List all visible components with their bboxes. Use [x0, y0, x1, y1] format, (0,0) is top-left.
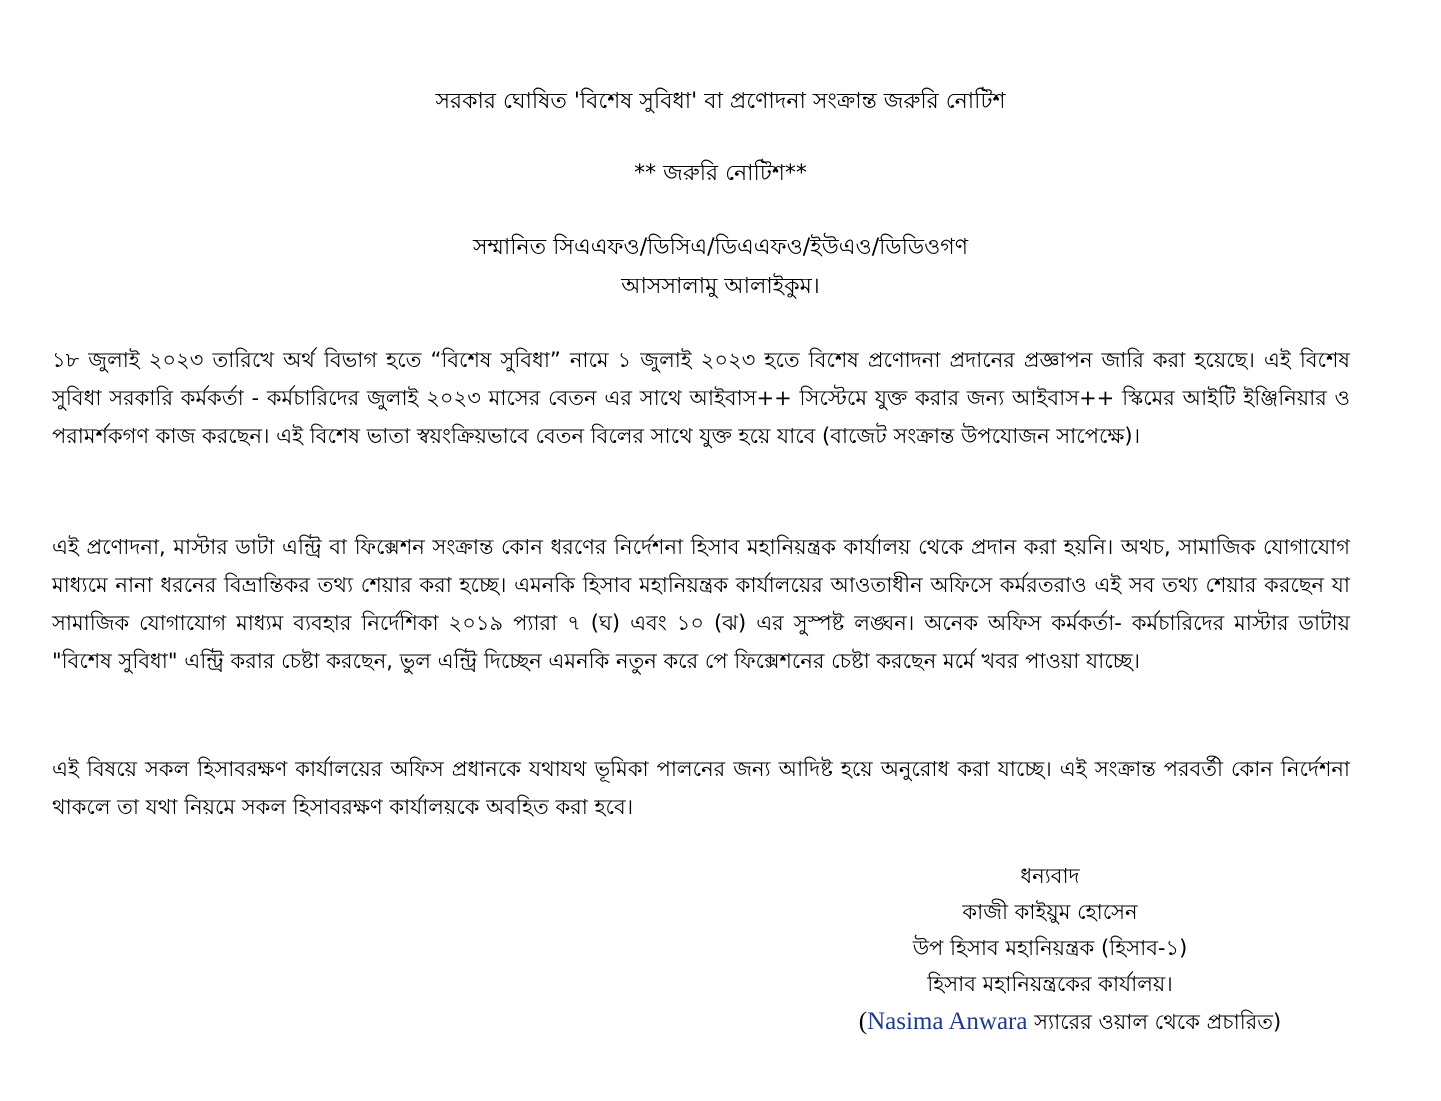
paragraph-1: ১৮ জুলাই ২০২৩ তারিখে অর্থ বিভাগ হতে “বিশেষ সুবিধা” নামে ১ জুলাই ২০২৩ হতে বিশেষ প্রণোদনা প্রদানের প্রজ্ঞাপন জারি করা হয়েছে। এই বিশেষ সুবিধা সরকারি কর্মকর্তা - কর্মচারিদের জুলাই ২০২৩ মাসের বেতন এর সাথে আইবাস++ সিস্টেমে যুক্ত করার জন্য আইবাস++ স্কিমের আইটি ইঞ্জিনিয়ার ও পরামর্শকগণ কাজ করছেন। এই বিশেষ ভাতা স্বয়ংক্রিয়ভাবে বেতন বিলের সাথে যুক্ত হয়ে যাবে (বাজেট সংক্রান্ত উপযোজন সাপেক্ষে)।	[52, 348, 1350, 448]
source-open: (	[858, 1008, 868, 1035]
salutation: সম্মানিত সিএএফও/ডিসিএ/ডিএএফও/ইউএও/ডিডিওগণ	[472, 235, 969, 260]
source-credit	[800, 1002, 1340, 1042]
urgent-label: ** জরুরি নোটিশ**	[634, 161, 807, 186]
paragraph-3: এই বিষয়ে সকল হিসাবরক্ষণ কার্যালয়ের অফিস প্রধানকে যথাযথ ভূমিকা পালনের জন্য আদিষ্ট হয়ে অনুরোধ করা যাচ্ছে। এই সংক্রান্ত পরবর্তী কোন নির্দেশনা থাকলে তা যথা নিয়মে সকল হিসাবরক্ষণ কার্যালয়কে অবহিত করা হবে।	[52, 757, 1350, 819]
signer-designation: উপ হিসাব মহানিয়ন্ত্রক (হিসাব-১)	[912, 936, 1188, 960]
greeting: আসসালামু আলাইকুম।	[621, 274, 820, 299]
signer-name: কাজী কাইয়ুম হোসেন	[962, 900, 1138, 924]
notice-title: সরকার ঘোষিত 'বিশেষ সুবিধা' বা প্রণোদনা সংক্রান্ত জরুরি নোটিশ	[435, 89, 1006, 114]
source-tail: স্যারের ওয়াল থেকে প্রচারিত)	[1027, 1010, 1282, 1034]
signature-block	[760, 858, 1340, 1042]
signer-office: হিসাব মহানিয়ন্ত্রকের কার্যালয়।	[927, 972, 1173, 996]
paragraph-2: এই প্রণোদনা, মাস্টার ডাটা এন্ট্রি বা ফিক্সেশন সংক্রান্ত কোন ধরণের নির্দেশনা হিসাব মহানিয়ন্ত্রক কার্যালয় থেকে প্রদান করা হয়নি। অথচ, সামাজিক যোগাযোগ মাধ্যমে নানা ধরনের বিভ্রান্তিকর তথ্য শেয়ার করা হচ্ছে। এমনকি হিসাব মহানিয়ন্ত্রক কার্যালয়ের আওতাধীন অফিসে কর্মরতরাও এই সব তথ্য শেয়ার করছেন যা সামাজিক যোগাযোগ মাধ্যম ব্যবহার নির্দেশিকা ২০১৯ প্যারা ৭ (ঘ) এবং ১০ (ঝ) এর সুস্পষ্ট লঙ্ঘন। অনেক অফিস কর্মকর্তা- কর্মচারিদের মাস্টার ডাটায় "বিশেষ সুবিধা" এন্ট্রি করার চেষ্টা করছেন, ভুল এন্ট্রি দিচ্ছেন এমনকি নতুন করে পে ফিক্সেশনের চেষ্টা করছেন মর্মে খবর পাওয়া যাচ্ছে।	[52, 535, 1350, 673]
source-name: Nasima Anwara	[867, 1008, 1028, 1035]
closing: ধন্যবাদ	[1020, 864, 1080, 888]
